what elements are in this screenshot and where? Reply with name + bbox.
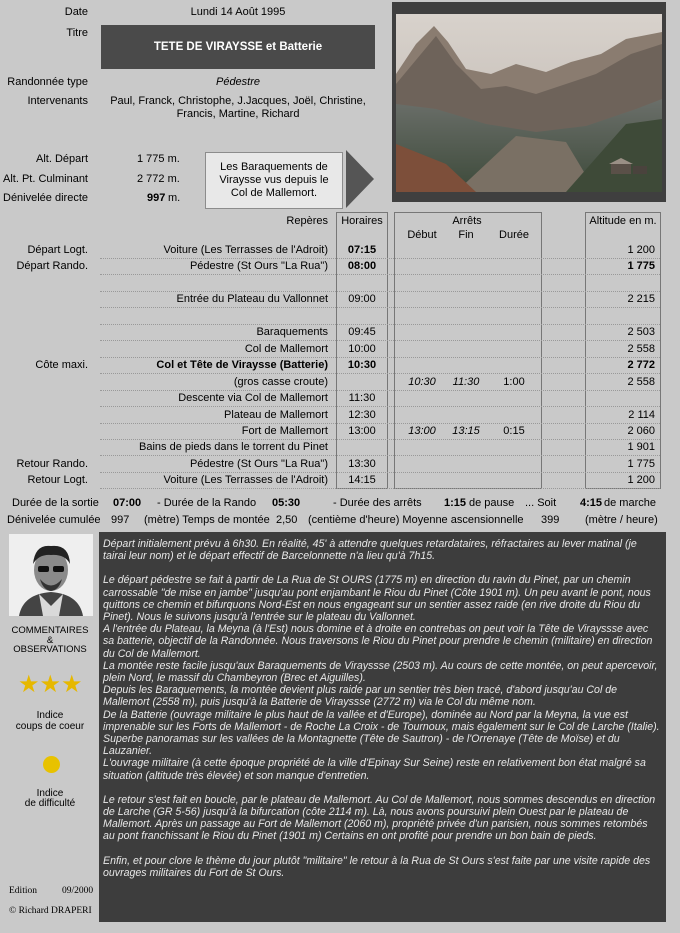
type-value: Pédestre — [215, 76, 261, 88]
marche-label: de marche — [604, 497, 656, 509]
duree-sortie-value: 07:00 — [113, 497, 142, 509]
row-heure: 08:00 — [347, 260, 377, 272]
denivelee-label: Dénivelée directe — [3, 192, 88, 204]
row-label: Retour Rando. — [16, 458, 88, 470]
row-altitude: 2 114 — [628, 409, 655, 421]
row-duree: 0:15 — [503, 425, 525, 437]
duree-rando-label: - Durée de la Rando — [157, 497, 257, 509]
observation-paragraph: Le départ pédestre se fait à partir de La Rua de St OURS (1775 m) en direction du ravin du Pinet, par un chemin carrossable "de mise en jambe" jusqu'au pont enjambant le Riou du Pinet (Côte 1901 m). Un peu avant le pont, nous quittons ce chemin et bifurquons Nord-Est en nous engageant sur un sentier assez raide (en rive droite du Riou du Pinet). Nous le suivons jusqu'à l'entrée sur le plateau du Vallonnet. A l'entrée du Plateau, la Meyna (à l'Est) nous domine et à droite en contrebas on peut voir la Tête de Virayssse avec sa batterie, objectif de la Randonnée. Nous traversons le Riou du Pinet pour prendre le chemin (militaire) en direction du Col de Mallemort. La montée reste facile jusqu'aux Baraquements de Virayssse (2503 m). Au cours de cette montée, on peut apercevoir, plein Nord, le massif du Chambeyron (Brec et Aiguilles). Depuis les Baraquements, la montée devient plus raide par un sentier très bien tracé, d'abord jusqu'au Col de Mallemort (2558 m), puis jusqu'à la Batterie de Virayssse (2772 m) via le Col du même nom. De la Batterie (ouvrage militaire le plus haut de la vallée et d'Europe), dominée au Nord par la Meyna, la vue est imprenable sur les Forts de Mallemort - de Roche La Croix - de Tournoux, mais également sur le Col de Larche (Italie). Superbe panoramas sur les vallées de la Montagnette (Tête de Sautron) - de l'Orrenaye (Tête de Moïse) et du Lauzanier. L'ouvrage militaire (à cette époque propriété de la ville d'Epinay Sur Seine) reste en relativement bon état malgré sa situation (altitude très élevée) et son manque d'entretien. — [103, 574, 660, 782]
row-altitude: 1 200 — [627, 474, 655, 486]
row-heure: 10:30 — [347, 359, 377, 371]
row-debut: 10:30 — [408, 376, 436, 388]
unite-label: (mètre / heure) — [585, 514, 658, 526]
row-fin: 13:15 — [452, 425, 480, 437]
observation-paragraph: Départ initialement prévu à 6h30. En réalité, 45' à attendre quelques retardataires, réfractaires au lever matinal (je tairai leur nom) et le départ effectif de Barcelonnette n'a lieu qu'à 7h15. — [103, 538, 637, 563]
row-divider — [100, 455, 660, 456]
row-divider — [100, 324, 660, 325]
alt-culminant-value: 2 772 m. — [137, 173, 180, 185]
row-duree: 1:00 — [503, 376, 525, 388]
photo-frame — [392, 2, 666, 202]
metre-label: (mètre) Temps de montée — [144, 514, 270, 526]
row-altitude: 1 200 — [627, 244, 655, 256]
row-divider — [100, 439, 660, 440]
header-duree: Durée — [499, 229, 529, 241]
moyenne-value: 399 — [541, 514, 560, 526]
row-label: Côte maxi. — [35, 359, 88, 371]
row-altitude: 2 215 — [627, 293, 655, 305]
type-label: Randonnée type — [7, 76, 88, 88]
edition-label: Edition — [9, 886, 37, 896]
centieme-label: (centième d'heure) Moyenne ascensionnelle — [308, 514, 524, 526]
row-heure: 10:00 — [348, 343, 376, 355]
row-divider — [100, 390, 660, 391]
denivelee-value: 997 — [147, 192, 166, 204]
row-repere: Pédestre (St Ours "La Rua") — [189, 260, 328, 272]
row-altitude: 2 558 — [627, 376, 655, 388]
coup-de-coeur-stars — [18, 670, 83, 699]
row-heure: 07:15 — [347, 244, 377, 256]
row-repere: Descente via Col de Mallemort — [178, 392, 328, 404]
date-value: Lundi 14 Août 1995 — [190, 6, 286, 18]
row-divider — [100, 291, 660, 292]
row-altitude: 2 503 — [627, 326, 655, 338]
difficulty-dot-icon — [43, 756, 60, 773]
denivelee-cumulee-label: Dénivelée cumulée — [7, 514, 101, 526]
soit-label: ... Soit — [525, 497, 557, 509]
photo-caption — [205, 152, 343, 209]
participants-label: Intervenants — [27, 95, 88, 107]
header-reperes: Repères — [286, 215, 328, 227]
row-heure: 11:30 — [348, 392, 376, 404]
row-heure: 09:45 — [348, 326, 376, 338]
indice-diff-label-2: de difficulté — [24, 798, 76, 809]
header-fin: Fin — [458, 229, 474, 241]
observations-label: OBSERVATIONS — [13, 644, 87, 655]
row-divider — [100, 406, 660, 407]
row-divider — [100, 340, 660, 341]
temps-montee-value: 2,50 — [276, 514, 298, 526]
ampersand-label: & — [46, 635, 54, 646]
copyright: © Richard DRAPERI — [9, 906, 92, 916]
row-altitude: 2 772 — [627, 359, 655, 371]
row-label: Départ Logt. — [27, 244, 88, 256]
row-repere: Fort de Mallemort — [241, 425, 328, 437]
row-divider — [100, 274, 660, 275]
row-heure: 13:30 — [348, 458, 376, 470]
alt-depart-value: 1 775 m. — [137, 153, 180, 165]
row-divider — [100, 488, 660, 489]
header-arrets: Arrêts — [452, 215, 482, 227]
row-altitude: 2 060 — [627, 425, 655, 437]
edition-value: 09/2000 — [62, 886, 94, 896]
pause-label: de pause — [469, 497, 515, 509]
duree-rando-value: 05:30 — [272, 497, 301, 509]
row-divider — [100, 258, 660, 259]
row-debut: 13:00 — [408, 425, 436, 437]
caption-line-2: Viraysse vus depuis le — [219, 174, 329, 186]
participants-line-2: Francis, Martine, Richard — [176, 108, 300, 120]
indice-coeur-label-1: Indice — [36, 710, 64, 721]
caption-line-1: Les Baraquements de — [220, 161, 328, 173]
row-label: Retour Logt. — [27, 474, 88, 486]
row-altitude: 2 558 — [627, 343, 655, 355]
indice-coeur-label-2: coups de coeur — [15, 721, 85, 732]
denivelee-unit: m. — [168, 192, 181, 204]
row-heure: 12:30 — [348, 409, 376, 421]
row-repere: Baraquements — [256, 326, 328, 338]
date-label: Date — [64, 6, 88, 18]
row-repere: Voiture (Les Terrasses de l'Adroit) — [163, 244, 328, 256]
row-repere: Col et Tête de Viraysse (Batterie) — [156, 359, 328, 371]
row-divider — [100, 307, 660, 308]
denivelee-cumulee-value: 997 — [111, 514, 130, 526]
row-altitude: 1 901 — [627, 441, 655, 453]
arrets-column-box — [394, 212, 542, 489]
observation-paragraph: Le retour s'est fait en boucle, par le plateau de Mallemort. Au Col de Mallemort, nous sommes descendus en direction de Larche (GR 5-56) jusqu'à la bifurcation (côte 2114 m). Là, nous avons poursuivi plein Ouest par le plateau de Mallemort. Après un passage au Fort de Mallemort (2060 m), propriété privée d'un parisien, nous sommes retombés au pont franchissant le Riou du Pinet (1901 m) Certains en ont profité pour prendre un bon bain de pieds. — [103, 793, 656, 843]
observations-text — [103, 538, 662, 891]
row-divider — [100, 357, 660, 358]
row-repere: Plateau de Mallemort — [224, 409, 328, 421]
row-repere: Pédestre (St Ours "La Rua") — [189, 458, 328, 470]
indice-diff-label-1: Indice — [36, 788, 64, 799]
row-divider — [100, 373, 660, 374]
row-altitude: 1 775 — [627, 260, 655, 272]
header-altitude: Altitude en m. — [589, 215, 657, 227]
title-label: Titre — [66, 27, 88, 39]
star-icon: ★ — [18, 671, 40, 698]
row-repere: Voiture (Les Terrasses de l'Adroit) — [163, 474, 328, 486]
row-repere: Col de Mallemort — [244, 343, 328, 355]
star-icon: ★ — [61, 671, 83, 698]
participants-line-1: Paul, Franck, Christophe, J.Jacques, Joël, Christine, — [110, 95, 366, 107]
observations-panel — [99, 532, 666, 922]
header-debut: Début — [407, 229, 437, 241]
row-fin: 11:30 — [452, 376, 480, 388]
row-repere: Entrée du Plateau du Vallonnet — [176, 293, 328, 305]
arrow-right-icon — [346, 150, 376, 208]
author-portrait — [9, 534, 93, 616]
alt-depart-label: Alt. Départ — [36, 153, 88, 165]
marche-value: 4:15 — [580, 497, 603, 509]
row-repere: Bains de pieds dans le torrent du Pinet — [139, 441, 328, 453]
duree-sortie-label: Durée de la sortie — [12, 497, 99, 509]
commentaires-label: COMMENTAIRES — [11, 625, 89, 636]
row-repere: (gros casse croute) — [233, 376, 328, 388]
row-altitude: 1 775 — [627, 458, 655, 470]
row-label: Départ Rando. — [16, 260, 88, 272]
page-title: TETE DE VIRAYSSE et Batterie — [101, 25, 375, 69]
duree-arrets-value: 1:15 — [444, 497, 467, 509]
row-heure: 14:15 — [348, 474, 376, 486]
caption-line-3: Col de Mallemort. — [230, 187, 318, 199]
row-divider — [100, 472, 660, 473]
star-icon: ★ — [39, 671, 62, 698]
row-divider — [100, 423, 660, 424]
header-horaires: Horaires — [341, 215, 383, 227]
alt-culminant-label: Alt. Pt. Culminant — [3, 173, 88, 185]
observation-paragraph: Enfin, et pour clore le thème du jour plutôt "militaire" le retour à la Rua de St Ours s'est faite par une visite rapide des ouvrages militaires du Fort de St Ours. — [103, 854, 651, 879]
mountain-photo — [396, 14, 662, 192]
row-heure: 09:00 — [348, 293, 376, 305]
avatar — [9, 534, 93, 616]
row-heure: 13:00 — [348, 425, 376, 437]
duree-arrets-label: - Durée des arrêts — [333, 497, 422, 509]
